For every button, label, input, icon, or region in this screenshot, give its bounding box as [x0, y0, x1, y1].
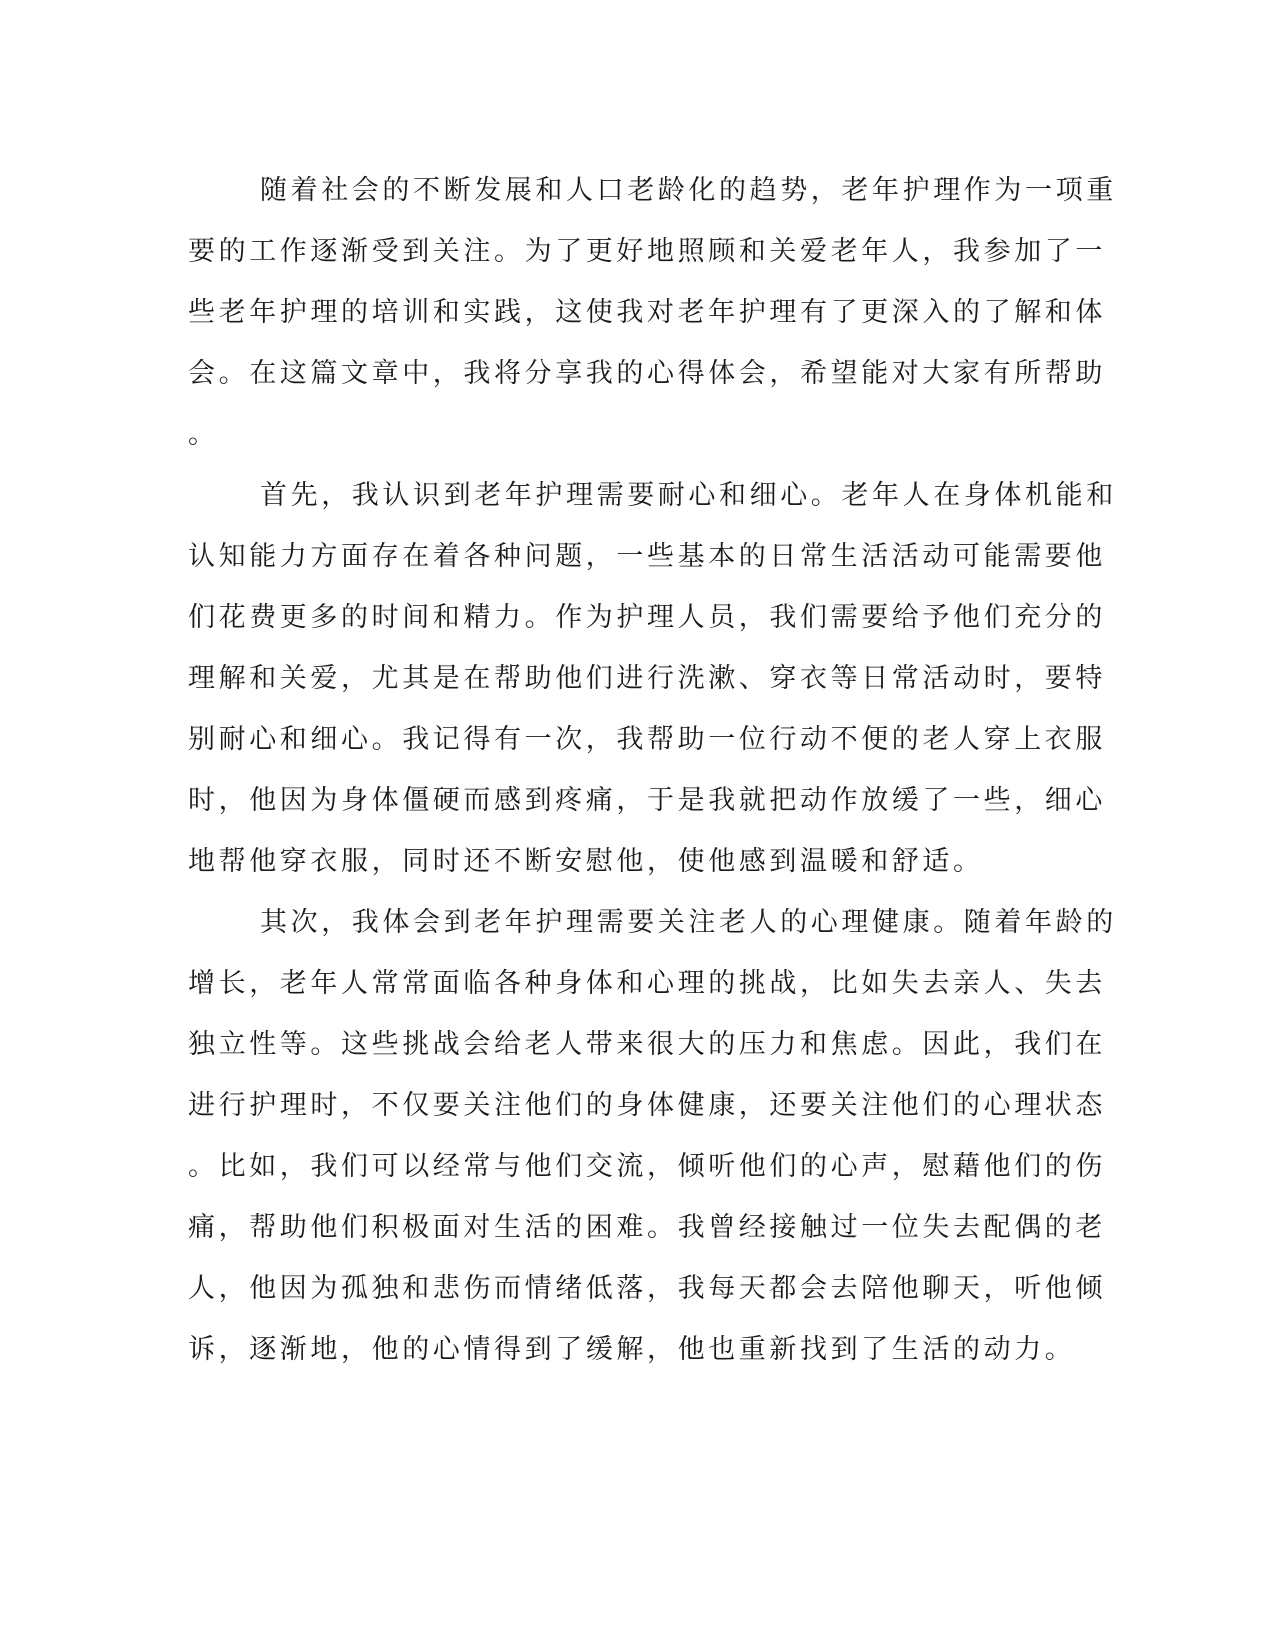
paragraph-mental-health	[188, 892, 1117, 1380]
text-line: 们花费更多的时间和精力。作为护理人员，我们需要给予他们充分的	[188, 602, 1106, 633]
text-line: 增长，老年人常常面临各种身体和心理的挑战，比如失去亲人、失去	[188, 968, 1106, 999]
text-line: 会。在这篇文章中，我将分享我的心得体会，希望能对大家有所帮助	[188, 358, 1106, 389]
paragraph-patience	[188, 465, 1117, 892]
text-line: 别耐心和细心。我记得有一次，我帮助一位行动不便的老人穿上衣服	[188, 724, 1106, 755]
text-line: 认知能力方面存在着各种问题，一些基本的日常生活活动可能需要他	[188, 541, 1106, 572]
text-line: 时，他因为身体僵硬而感到疼痛，于是我就把动作放缓了一些，细心	[188, 785, 1106, 816]
document-body	[188, 160, 1117, 1380]
text-line: 随着社会的不断发展和人口老龄化的趋势，老年护理作为一项重	[260, 175, 1117, 206]
text-line: 地帮他穿衣服，同时还不断安慰他，使他感到温暖和舒适。	[188, 846, 984, 877]
text-line: 要的工作逐渐受到关注。为了更好地照顾和关爱老年人，我参加了一	[188, 236, 1106, 267]
text-line: 人，他因为孤独和悲伤而情绪低落，我每天都会去陪他聊天，听他倾	[188, 1273, 1106, 1304]
text-line: 。比如，我们可以经常与他们交流，倾听他们的心声，慰藉他们的伤	[188, 1151, 1106, 1182]
text-line: 诉，逐渐地，他的心情得到了缓解，他也重新找到了生活的动力。	[188, 1334, 1076, 1365]
text-line: 独立性等。这些挑战会给老人带来很大的压力和焦虑。因此，我们在	[188, 1029, 1106, 1060]
text-line: 其次，我体会到老年护理需要关注老人的心理健康。随着年龄的	[260, 907, 1117, 938]
text-line: 理解和关爱，尤其是在帮助他们进行洗漱、穿衣等日常活动时，要特	[188, 663, 1106, 694]
text-line: 痛，帮助他们积极面对生活的困难。我曾经接触过一位失去配偶的老	[188, 1212, 1106, 1243]
paragraph-intro	[188, 160, 1117, 465]
text-line: 首先，我认识到老年护理需要耐心和细心。老年人在身体机能和	[260, 480, 1117, 511]
text-line: 。	[188, 419, 219, 450]
text-line: 些老年护理的培训和实践，这使我对老年护理有了更深入的了解和体	[188, 297, 1106, 328]
text-line: 进行护理时，不仅要关注他们的身体健康，还要关注他们的心理状态	[188, 1090, 1106, 1121]
